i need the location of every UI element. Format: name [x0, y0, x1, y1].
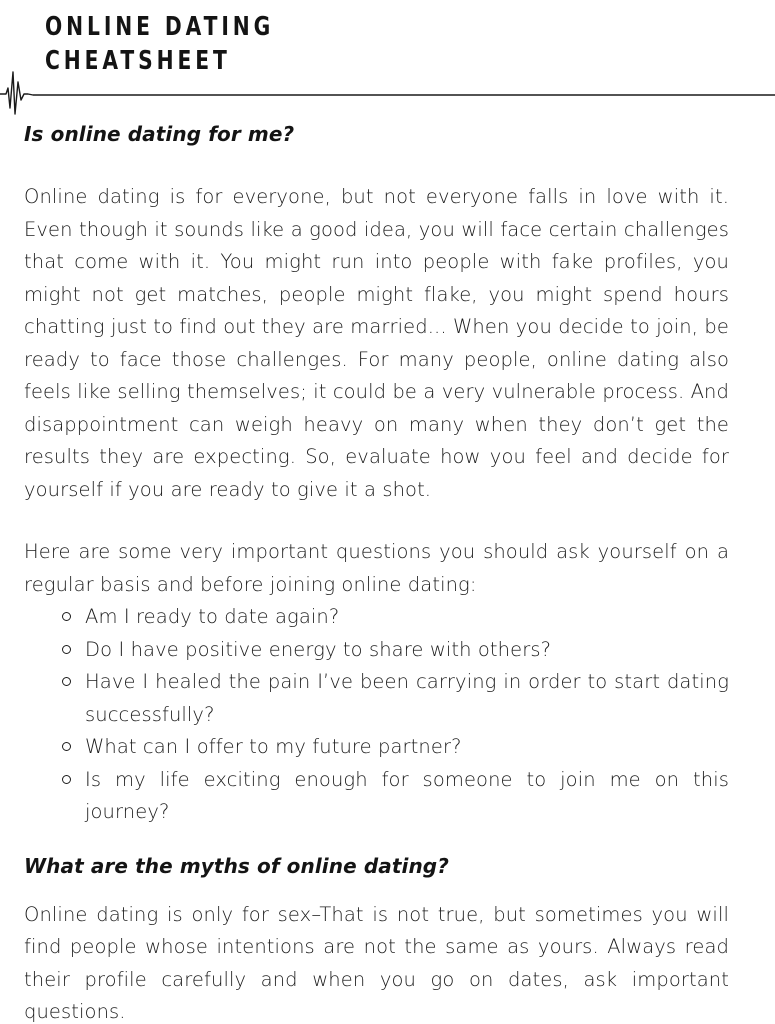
title-line-2: CHEATSHEET — [45, 46, 231, 76]
questions-intro-paragraph: Here are some very important questions you should ask yourself on a regular basis and before joining online dating: — [24, 540, 729, 596]
bullet-circle-icon — [62, 645, 71, 654]
list-item: Is my life exciting enough for someone to join me on this journey? — [85, 764, 729, 829]
list-item: Do I have positive energy to share with others? — [85, 634, 729, 667]
questions-list — [24, 601, 729, 829]
title-line-1: ONLINE DATING — [45, 12, 275, 42]
section-heading-myths: What are the myths of online dating? — [24, 853, 449, 878]
bullet-circle-icon — [62, 742, 71, 751]
document-body — [24, 115, 729, 1024]
list-item: Have I healed the pain I’ve been carrying in order to start dating successfully? — [85, 666, 729, 731]
bullet-circle-icon — [62, 677, 71, 686]
intro-paragraph: Online dating is for everyone, but not everyone falls in love with it. Even though it sounds like a good idea, you will face certain challenges that come with it. You might run into people with fake profiles, you might not get matches, people might flake, you might spend hours chatting just to find out they are married... When you decide to join, be ready to face those challenges. For many people, online dating also feels like selling themselves; it could be a very vulnerable process. And disappointment can weigh heavy on many when they don’t get the results they are expecting. So, evaluate how you feel and decide for yourself if you are ready to give it a shot. — [24, 185, 729, 501]
bullet-circle-icon — [62, 775, 71, 784]
list-item: What can I offer to my future partner? — [85, 731, 729, 764]
bullet-circle-icon — [62, 612, 71, 621]
myths-paragraph: Online dating is only for sex–That is not true, but sometimes you will find people whose intentions are not the same as yours. Always read their profile carefully and when you go on dates, ask important questions. — [24, 902, 729, 1023]
list-item: Am I ready to date again? — [85, 601, 729, 634]
section-heading-online-dating-for-me: Is online dating for me? — [24, 122, 295, 146]
